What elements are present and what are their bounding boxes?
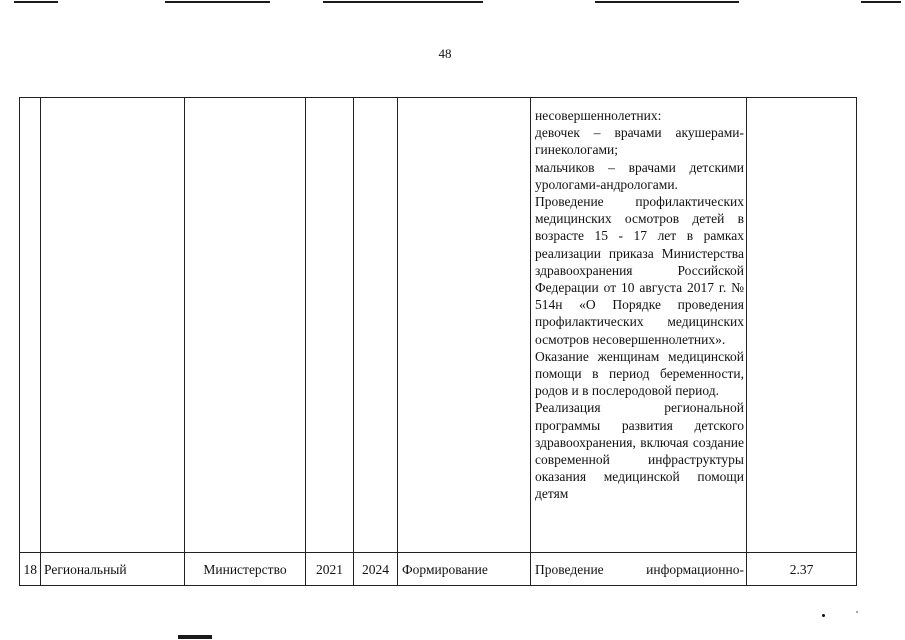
row-year-start: 2021	[316, 562, 343, 578]
cell-description	[531, 553, 747, 586]
description-paragraph: мальчиков – врачами детскими урологами-андрологами.	[535, 159, 744, 192]
cell-executor	[185, 98, 306, 553]
scan-artifact-mark	[178, 635, 212, 639]
page-number: 48	[438, 46, 452, 61]
row-name: Региональный	[44, 562, 127, 578]
row-indicator: 2.37	[789, 562, 814, 578]
row-executor: Министерство	[203, 562, 287, 578]
scan-artifact-line	[595, 1, 739, 3]
description-paragraph: несовершеннолетних:	[535, 108, 662, 123]
row-number: 18	[23, 562, 37, 578]
cell-indicator	[747, 98, 857, 553]
cell-name	[41, 98, 185, 553]
scan-artifact-line	[861, 1, 901, 3]
description-paragraph: девочек – врачами акушерами-гинекологами;	[535, 125, 744, 158]
table-row-18	[20, 553, 857, 586]
cell-year-end	[354, 98, 398, 553]
table-row-continued	[20, 98, 857, 553]
description-paragraph: Реализация региональной программы развития детского здравоохранения, включая создание современной инфраструктуры оказания медицинской помощи детям	[535, 400, 744, 502]
description-paragraph: Оказание женщинам медицинской помощи в период беременности, родов и в послеродовой период.	[535, 348, 744, 399]
cell-task	[398, 553, 531, 586]
row-description: Проведение информационно-	[535, 562, 744, 578]
cell-executor	[185, 553, 306, 586]
cell-year-start	[306, 98, 354, 553]
description-paragraph: Проведение профилактических медицинских осмотров детей в возрасте 15 - 17 лет в рамках реализации приказа Министерства здравоохранения Российской Федерации от 10 августа 2017 г. № 514н «О Порядке проведения профилактических медицинских осмотров несовершеннолетних».	[535, 194, 744, 347]
scan-speck	[822, 614, 825, 617]
scan-artifact-line	[165, 1, 270, 3]
cell-year-end	[354, 553, 398, 586]
cell-task	[398, 98, 531, 553]
cell-number	[20, 98, 41, 553]
cell-year-start	[306, 553, 354, 586]
row-task: Формирование	[402, 562, 488, 578]
scan-artifact-line	[14, 1, 58, 3]
cell-description	[531, 98, 747, 553]
cell-indicator	[747, 553, 857, 586]
measures-table	[19, 97, 857, 586]
cell-name	[41, 553, 185, 586]
scan-artifact-line	[323, 1, 483, 3]
row-year-end: 2024	[362, 562, 389, 578]
cell-number	[20, 553, 41, 586]
scan-speck	[856, 611, 858, 613]
